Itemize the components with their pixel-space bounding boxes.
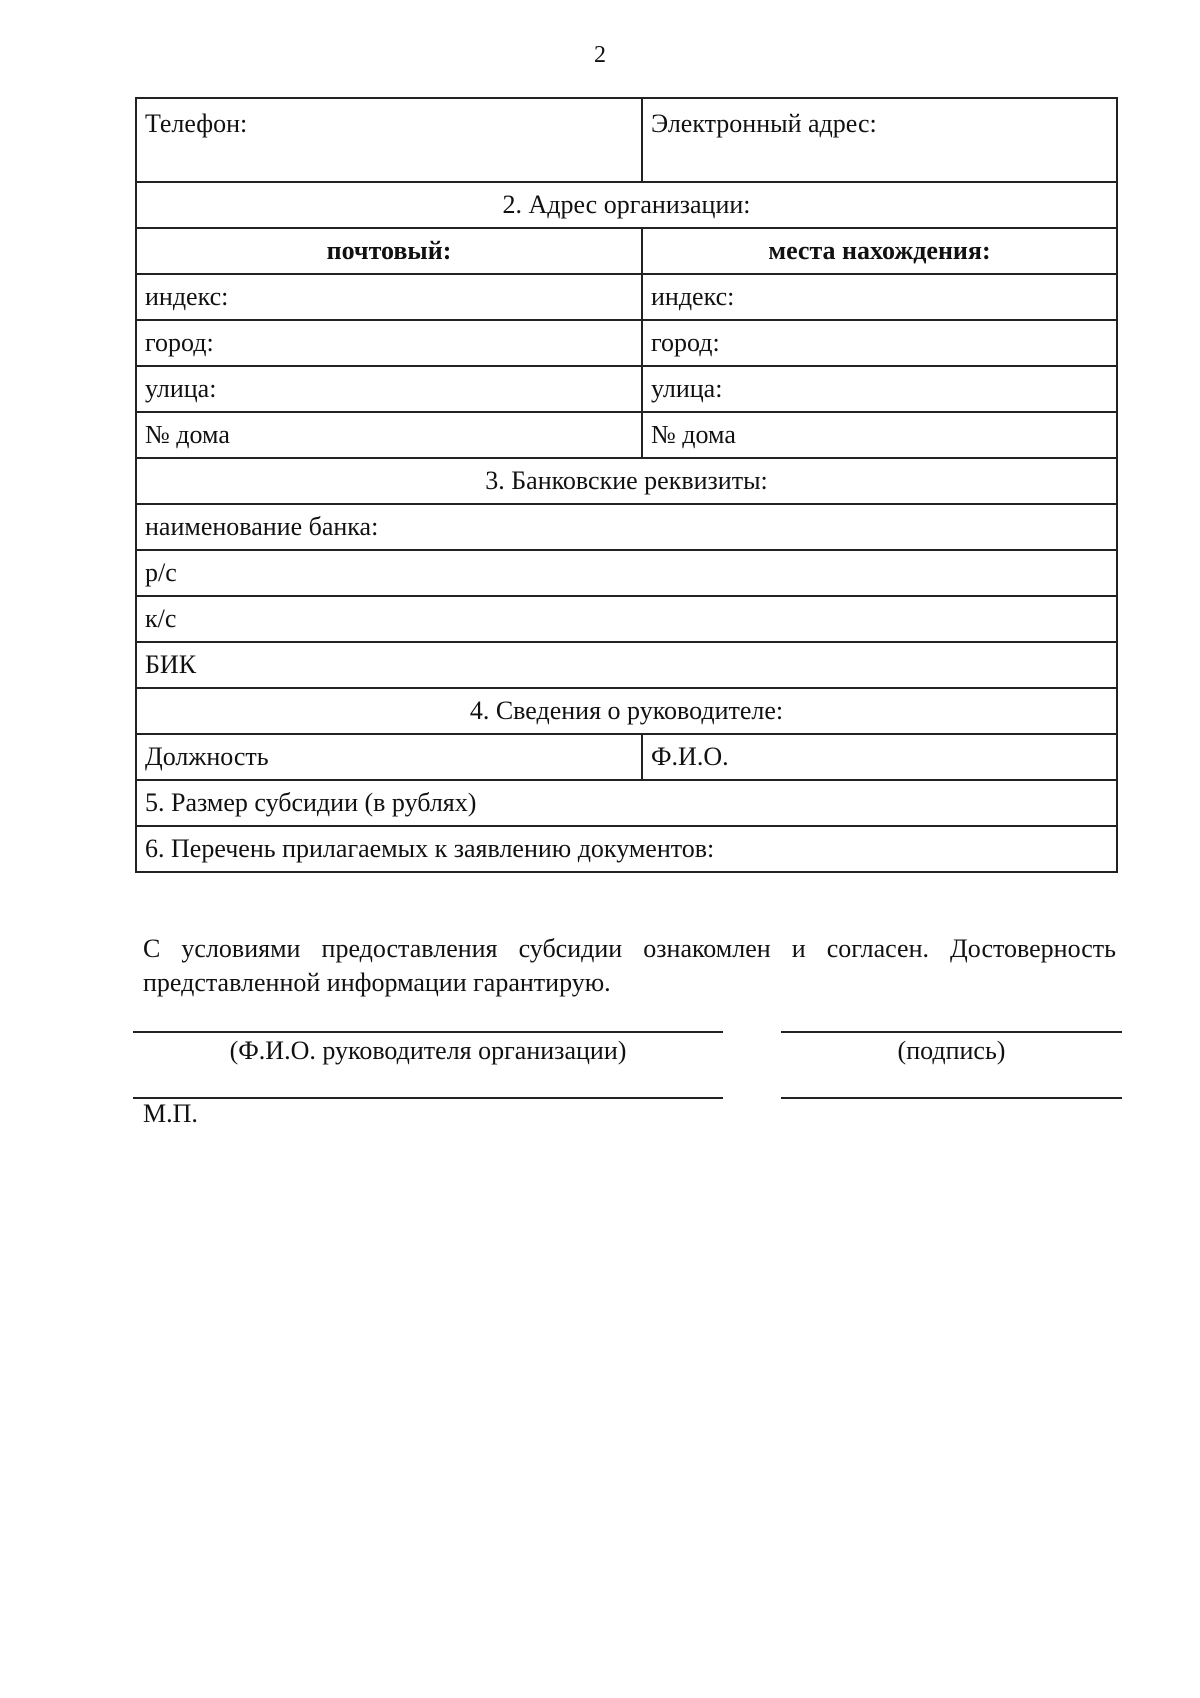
documents-list-field[interactable]: 6. Перечень прилагаемых к заявлению документов: xyxy=(136,826,1117,872)
correspondent-account-row xyxy=(136,596,1117,642)
location-index-field[interactable]: индекс: xyxy=(642,274,1117,320)
postal-address-header: почтовый: xyxy=(136,228,642,274)
stamp-line-left xyxy=(133,1097,723,1099)
bik-row xyxy=(136,642,1117,688)
contacts-row xyxy=(136,98,1117,182)
page-number: 2 xyxy=(594,42,606,68)
section-bank-header-row xyxy=(136,458,1117,504)
head-name-signature-line[interactable] xyxy=(133,1031,723,1033)
signature-line[interactable] xyxy=(781,1031,1122,1033)
full-name-field[interactable]: Ф.И.О. xyxy=(642,734,1117,780)
position-field[interactable]: Должность xyxy=(136,734,642,780)
location-city-field[interactable]: город: xyxy=(642,320,1117,366)
documents-list-row xyxy=(136,826,1117,872)
address-street-row xyxy=(136,366,1117,412)
stamp-place-label: М.П. xyxy=(143,1099,198,1128)
postal-index-field[interactable]: индекс: xyxy=(136,274,642,320)
location-street-field[interactable]: улица: xyxy=(642,366,1117,412)
email-field[interactable]: Электронный адрес: xyxy=(642,98,1117,182)
correspondent-account-field[interactable]: к/с xyxy=(136,596,1117,642)
settlement-account-field[interactable]: р/с xyxy=(136,550,1117,596)
agreement-statement: С условиями предоставления субсидии ознакомлен и согласен. Достоверность представленной информации гарантирую. xyxy=(143,934,1116,997)
signature-caption: (подпись) xyxy=(897,1036,1006,1065)
section-head-header-row xyxy=(136,688,1117,734)
postal-house-field[interactable]: № дома xyxy=(136,412,642,458)
subsidy-amount-row xyxy=(136,780,1117,826)
location-address-header: места нахождения: xyxy=(642,228,1117,274)
address-index-row xyxy=(136,274,1117,320)
head-info-row xyxy=(136,734,1117,780)
stamp-line-right xyxy=(781,1097,1122,1099)
postal-city-field[interactable]: город: xyxy=(136,320,642,366)
section-address-title: 2. Адрес организации: xyxy=(136,182,1117,228)
address-city-row xyxy=(136,320,1117,366)
settlement-account-row xyxy=(136,550,1117,596)
head-name-caption: (Ф.И.О. руководителя организации) xyxy=(229,1036,627,1065)
subsidy-amount-field[interactable]: 5. Размер субсидии (в рублях) xyxy=(136,780,1117,826)
postal-street-field[interactable]: улица: xyxy=(136,366,642,412)
bik-field[interactable]: БИК xyxy=(136,642,1117,688)
application-form-table xyxy=(135,97,1118,873)
bank-name-row xyxy=(136,504,1117,550)
section-address-header-row xyxy=(136,182,1117,228)
location-house-field[interactable]: № дома xyxy=(642,412,1117,458)
section-head-title: 4. Сведения о руководителе: xyxy=(136,688,1117,734)
bank-name-field[interactable]: наименование банка: xyxy=(136,504,1117,550)
address-columns-header-row xyxy=(136,228,1117,274)
section-bank-title: 3. Банковские реквизиты: xyxy=(136,458,1117,504)
phone-field[interactable]: Телефон: xyxy=(136,98,642,182)
address-house-row xyxy=(136,412,1117,458)
